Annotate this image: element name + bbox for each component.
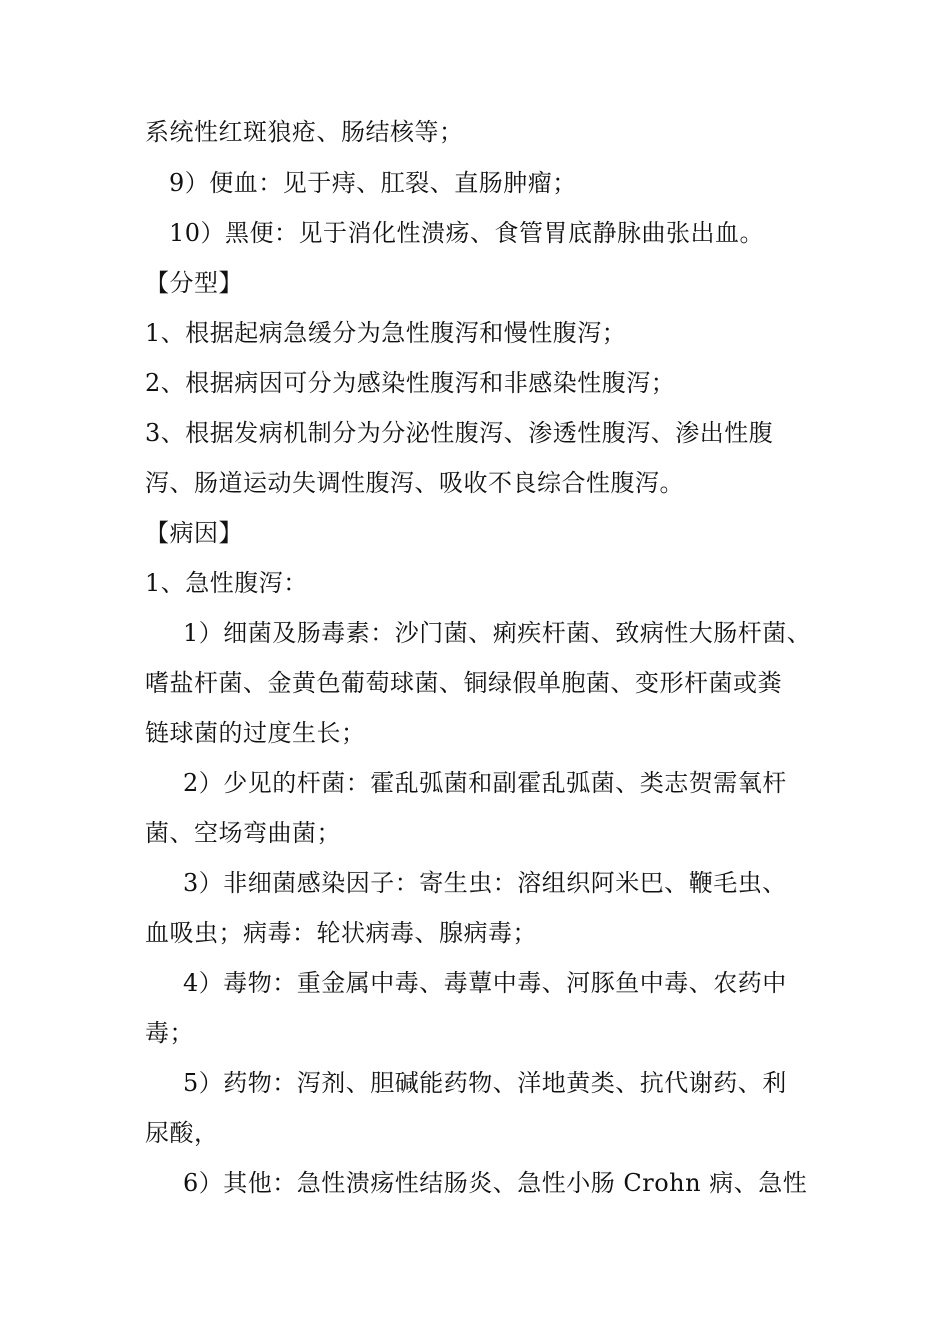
text-line: 2）少见的杆菌：霍乱弧菌和副霍乱弧菌、类志贺需氧杆 <box>183 769 787 797</box>
text-line: 毒； <box>145 1019 194 1047</box>
text-line: 3）非细菌感染因子：寄生虫：溶组织阿米巴、鞭毛虫、 <box>183 869 787 897</box>
text-line: 链球菌的过度生长； <box>145 719 366 747</box>
text-line: 1、根据起病急缓分为急性腹泻和慢性腹泻； <box>145 319 627 347</box>
text-line: 1、急性腹泻： <box>145 569 308 597</box>
text-line: 1）细菌及肠毒素：沙门菌、痢疾杆菌、致病性大肠杆菌、 <box>183 619 812 647</box>
text-line: 嗜盐杆菌、金黄色葡萄球菌、铜绿假单胞菌、变形杆菌或粪 <box>145 669 782 697</box>
text-line: 9）便血：见于痔、肛裂、直肠肿瘤； <box>169 169 577 197</box>
text-line: 6）其他：急性溃疡性结肠炎、急性小肠 Crohn 病、急性 <box>183 1169 808 1197</box>
text-line: 2、根据病因可分为感染性腹泻和非感染性腹泻； <box>145 369 676 397</box>
text-line: 尿酸， <box>145 1119 219 1147</box>
text-line: 菌、空场弯曲菌； <box>145 819 341 847</box>
text-line: 血吸虫；病毒：轮状病毒、腺病毒； <box>145 919 537 947</box>
section-heading: 【分型】 <box>145 269 243 297</box>
text-line: 4）毒物：重金属中毒、毒蕈中毒、河豚鱼中毒、农药中 <box>183 969 787 997</box>
text-line: 系统性红斑狼疮、肠结核等； <box>145 118 464 146</box>
text-line: 3、根据发病机制分为分泌性腹泻、渗透性腹泻、渗出性腹 <box>145 419 774 447</box>
text-line: 5）药物：泻剂、胆碱能药物、洋地黄类、抗代谢药、利 <box>183 1069 787 1097</box>
text-line: 10）黑便：见于消化性溃疡、食管胃底静脉曲张出血。 <box>169 219 765 247</box>
section-heading: 【病因】 <box>145 519 243 547</box>
text-line: 泻、肠道运动失调性腹泻、吸收不良综合性腹泻。 <box>145 469 684 497</box>
